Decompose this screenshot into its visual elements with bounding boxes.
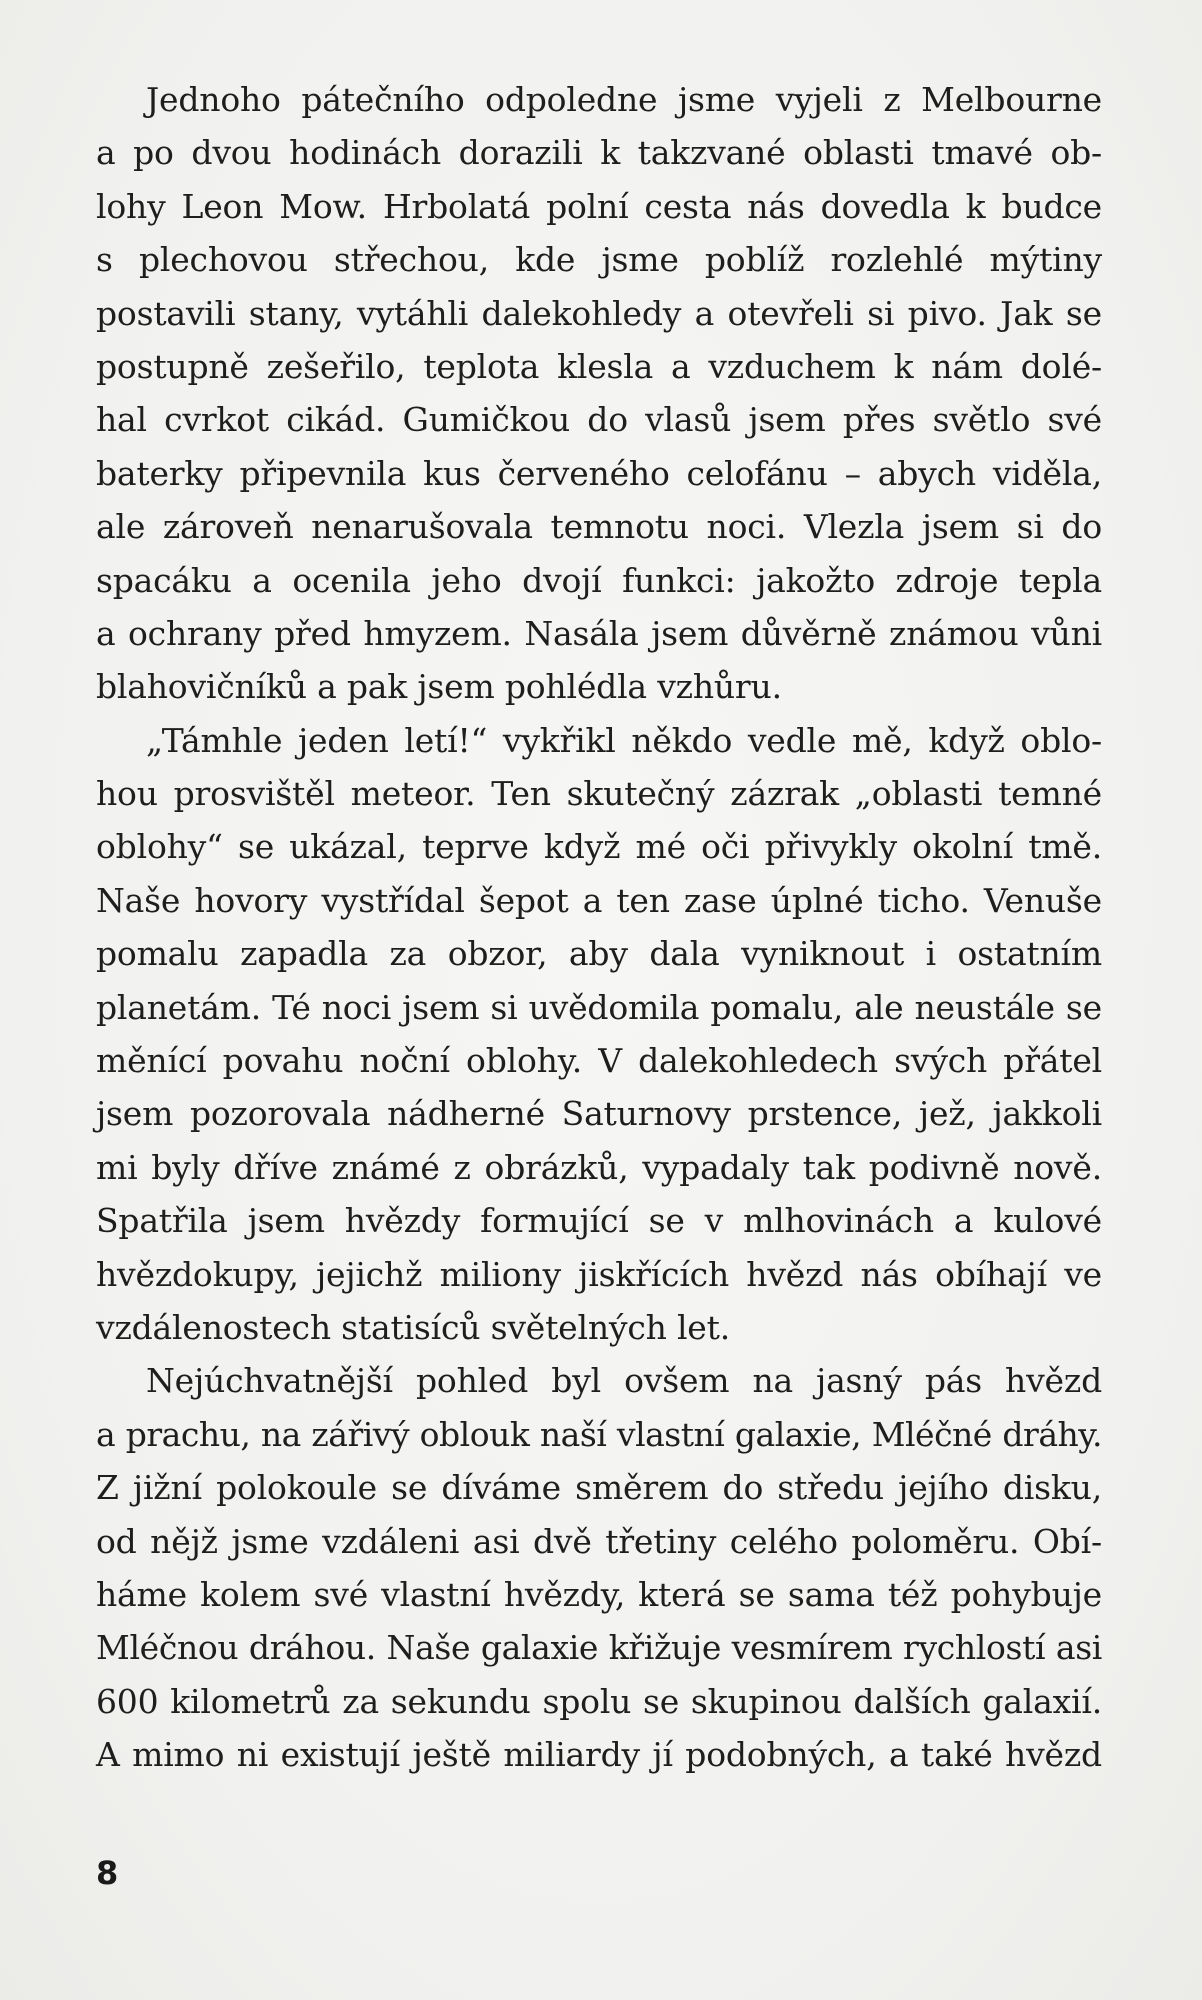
- text-line: a po dvou hodinách dorazili k takzvané oblasti tmavé ob-: [96, 133, 1102, 173]
- text-line: „Támhle jeden letí!“ vykřikl někdo vedle mě, když oblo-: [146, 720, 1102, 760]
- text-line: hou prosvištěl meteor. Ten skutečný zázrak „oblasti temné: [96, 774, 1102, 814]
- text-line: Z jižní polokoule se díváme směrem do středu jejího disku,: [96, 1468, 1102, 1508]
- text-line: hvězdokupy, jejichž miliony jiskřících hvězd nás obíhají ve: [96, 1254, 1102, 1294]
- text-line: s plechovou střechou, kde jsme poblíž rozlehlé mýtiny: [96, 240, 1102, 280]
- text-line: mi byly dříve známé z obrázků, vypadaly tak podivně nově.: [96, 1147, 1102, 1187]
- text-line: a ochrany před hmyzem. Nasála jsem důvěrně známou vůni: [96, 613, 1102, 653]
- text-line: A mimo ni existují ještě miliardy jí podobných, a také hvězd: [96, 1735, 1102, 1775]
- text-line: Naše hovory vystřídal šepot a ten zase úplné ticho. Venuše: [96, 880, 1102, 920]
- text-line: baterky připevnila kus červeného celofánu – abych viděla,: [96, 453, 1102, 493]
- text-line: Mléčnou dráhou. Naše galaxie křižuje vesmírem rychlostí asi: [96, 1628, 1102, 1668]
- text-line: postupně zešeřilo, teplota klesla a vzduchem k nám dolé-: [96, 346, 1102, 386]
- text-line: měnící povahu noční oblohy. V dalekohledech svých přátel: [96, 1041, 1102, 1081]
- text-line: lohy Leon Mow. Hrbolatá polní cesta nás dovedla k budce: [96, 186, 1102, 226]
- text-line: oblohy“ se ukázal, teprve když mé oči přivykly okolní tmě.: [96, 827, 1102, 867]
- text-line: pomalu zapadla za obzor, aby dala vyniknout i ostatním: [96, 934, 1102, 974]
- text-line: Jednoho pátečního odpoledne jsme vyjeli z Melbourne: [146, 80, 1102, 119]
- text-line: háme kolem své vlastní hvězdy, která se sama též pohybuje: [96, 1574, 1102, 1614]
- text-line: Spatřila jsem hvězdy formující se v mlhovinách a kulové: [96, 1201, 1102, 1241]
- text-line: Nejúchvatnější pohled byl ovšem na jasný pás hvězd: [146, 1361, 1102, 1401]
- text-line: od nějž jsme vzdáleni asi dvě třetiny celého poloměru. Obí-: [96, 1521, 1102, 1561]
- text-line: postavili stany, vytáhli dalekohledy a otevřeli si pivo. Jak se: [96, 293, 1102, 333]
- text-line: jsem pozorovala nádherné Saturnovy prstence, jež, jakkoli: [96, 1094, 1102, 1134]
- text-line: 600 kilometrů za sekundu spolu se skupinou dalších galaxií.: [96, 1681, 1102, 1721]
- body-text: [96, 73, 1102, 1782]
- text-line: ale zároveň nenarušovala temnotu noci. Vlezla jsem si do: [96, 507, 1102, 547]
- text-line: planetám. Té noci jsem si uvědomila pomalu, ale neustále se: [96, 987, 1102, 1027]
- text-line: a prachu, na zářivý oblouk naší vlastní galaxie, Mléčné dráhy.: [96, 1414, 1102, 1454]
- text-line: blahovičníků a pak jsem pohlédla vzhůru.: [96, 667, 782, 707]
- text-line: hal cvrkot cikád. Gumičkou do vlasů jsem přes světlo své: [96, 400, 1102, 440]
- page-number: 8: [96, 1854, 119, 1892]
- text-line: vzdálenostech statisíců světelných let.: [96, 1307, 730, 1347]
- text-line: spacáku a ocenila jeho dvojí funkci: jakožto zdroje tepla: [96, 560, 1102, 600]
